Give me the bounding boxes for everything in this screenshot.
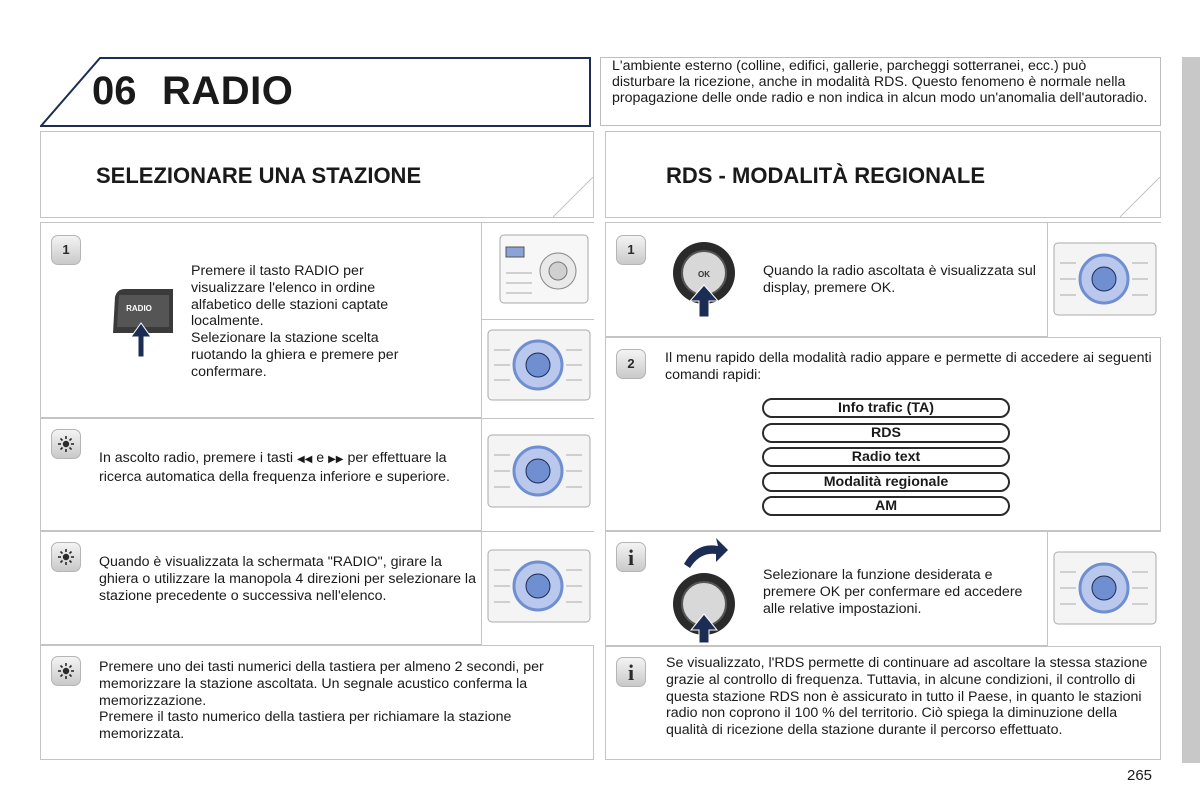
chapter-header: [40, 57, 591, 127]
info-badge: i: [616, 542, 646, 572]
page-number: 265: [1127, 767, 1153, 784]
chapter-number: 06: [92, 69, 137, 113]
previous-icon: ◀◀: [296, 454, 313, 465]
chapter-title: RADIO: [162, 69, 294, 113]
right-section-header: [605, 131, 1161, 218]
tip-badge: [51, 429, 81, 459]
menu-option-info-trafic[interactable]: Info trafic (TA): [762, 398, 1010, 418]
text-part: per effettuare la ricerca automatica della frequenza inferiore e superiore.: [99, 450, 450, 485]
sun-tip-icon: [57, 662, 75, 680]
text-part: e: [312, 450, 329, 466]
step-badge: 1: [51, 235, 81, 265]
left-step-3: [40, 531, 594, 645]
right-step-4: [605, 646, 1161, 760]
rotate-arrow-icon: [684, 538, 728, 568]
left-section-header: [40, 131, 594, 218]
step-badge: 1: [616, 235, 646, 265]
left-step-4: [40, 645, 594, 760]
menu-option-modalita-regionale[interactable]: Modalità regionale: [762, 472, 1010, 492]
right-section-title: RDS - MODALITÀ REGIONALE: [666, 163, 985, 188]
info-badge: i: [616, 657, 646, 687]
radio-knob-panel-icon: [1048, 532, 1162, 646]
top-note: L'ambiente esterno (colline, edifici, gallerie, parcheggi sotterranei, ecc.) può disturbare la ricezione, anche in modalità RDS. Questo fenomeno è normale nella propagazione delle onde radio e non indica in alcun modo un'anomalia dell'autoradio.: [600, 57, 1161, 126]
step-text: Selezionare la funzione desiderata e premere OK per confermare ed accedere alle relative impostazioni.: [763, 567, 1023, 617]
radio-button-label: RADIO: [126, 304, 152, 313]
knob-ok-label: OK: [698, 270, 710, 279]
side-tab: [1182, 57, 1200, 763]
left-section-title: SELEZIONARE UNA STAZIONE: [96, 163, 422, 188]
step-text: Quando è visualizzata la schermata "RADIO", girare la ghiera o utilizzare la manopola 4 direzioni per selezionare la stazione precedente o successiva nell'elenco.: [99, 554, 476, 604]
radio-knob-panel-icon: [482, 320, 595, 418]
step-text: Premere il tasto RADIO per visualizzare l'elenco in ordine alfabetico delle stazioni captate localmente. Selezionare la stazione scelta ruotando la ghiera e premere per confermare.: [191, 263, 399, 380]
radio-button-illustration: [107, 287, 183, 363]
corner-decoration: [553, 177, 593, 217]
left-step-1: [40, 222, 594, 418]
text-part: In ascolto radio, premere i tasti: [99, 450, 297, 466]
tip-badge: [51, 542, 81, 572]
next-icon: ▶▶: [328, 454, 344, 465]
corner-decoration: [1120, 177, 1160, 217]
left-step-2: [40, 418, 594, 531]
device-panel: [1047, 223, 1161, 337]
device-panel-bottom: [481, 320, 594, 418]
right-step-3: [605, 531, 1161, 646]
step-text: Quando la radio ascoltata è visualizzata sul display, premere OK.: [763, 263, 1036, 296]
device-panel: [1047, 532, 1161, 646]
menu-option-rds[interactable]: RDS: [762, 423, 1010, 443]
radio-front-panel-icon: [482, 223, 595, 320]
menu-option-radio-text[interactable]: Radio text: [762, 447, 1010, 467]
sun-tip-icon: [57, 435, 75, 453]
tip-badge: [51, 656, 81, 686]
menu-option-am[interactable]: AM: [762, 496, 1010, 516]
right-step-1: [605, 222, 1161, 337]
step-badge: 2: [616, 349, 646, 379]
radio-knob-panel-icon: [482, 532, 595, 645]
ok-knob-rotate-illustration: [666, 536, 756, 644]
radio-knob-panel-icon: [1048, 223, 1162, 337]
sun-tip-icon: [57, 548, 75, 566]
device-panel: [481, 532, 594, 645]
step-text: Se visualizzato, l'RDS permette di continuare ad ascoltare la stessa stazione grazie al controllo di frequenza. Tuttavia, in alcune condizioni, il controllo di questa stazione RDS non è assicurato in tutto il Paese, in quanto le stazioni radio non coprono il 100 % del territorio. Ciò spiega la diminuzione della qualità di ricezione della stazione durante il percorso effettuato.: [666, 655, 1148, 739]
step-text: Premere uno dei tasti numerici della tastiera per almeno 2 secondi, per memorizzare la stazione ascoltata. Un segnale acustico conferma la memorizzazione. Premere il tasto numerico della tastiera per richiamare la stazione memorizzata.: [99, 659, 544, 743]
radio-knob-panel-icon: [482, 419, 595, 531]
step-text: [99, 450, 479, 486]
ok-knob-illustration: [670, 239, 740, 319]
step-text: Il menu rapido della modalità radio appare e permette di accedere ai seguenti comandi rapidi:: [665, 350, 1152, 383]
device-panel: [481, 419, 594, 531]
device-panel-top: [481, 223, 594, 320]
